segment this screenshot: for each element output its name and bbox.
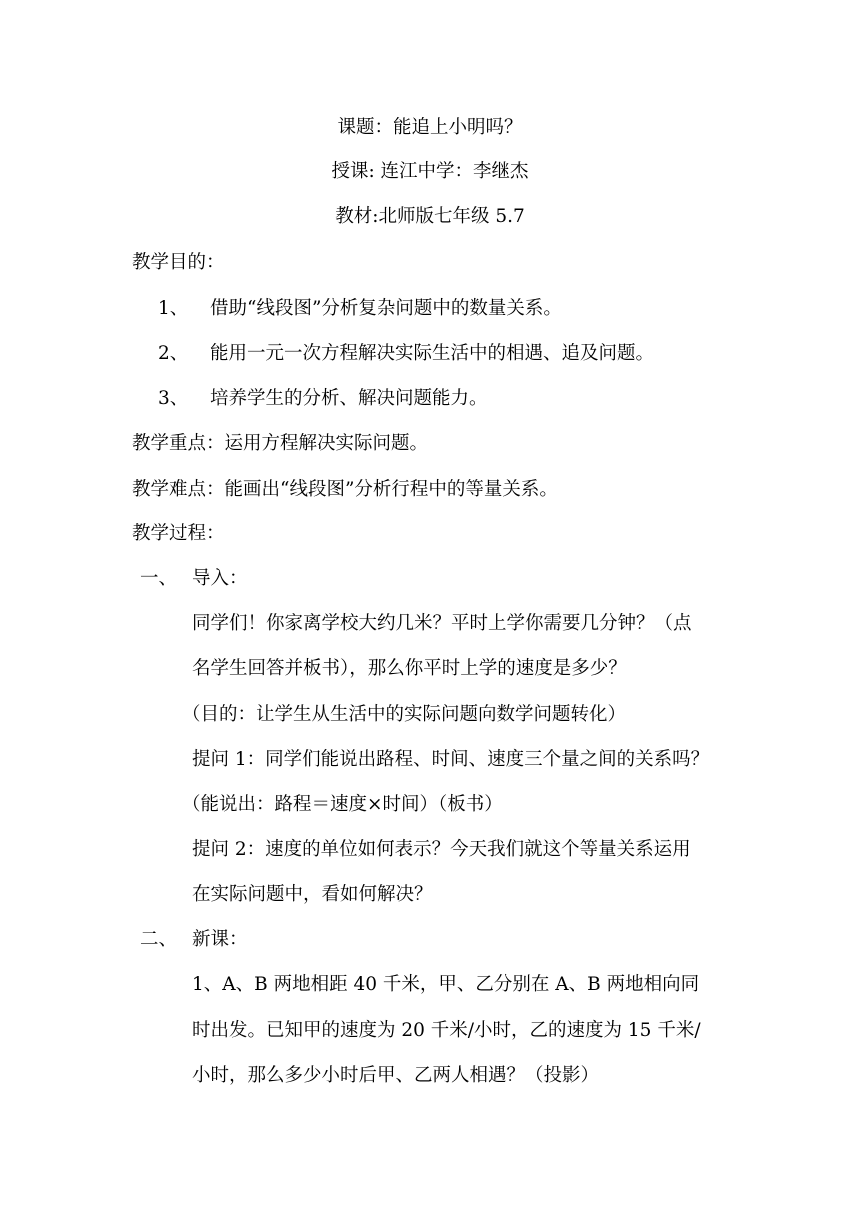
- section-heading: [140, 929, 248, 951]
- paragraph-line: 小时，那么多少小时后甲、乙两人相遇？（投影）: [192, 1065, 600, 1086]
- objective-item: [158, 343, 654, 365]
- key-point: 教学重点：运用方程解决实际问题。: [132, 433, 429, 454]
- objective-text: 借助“线段图”分析复杂问题中的数量关系。: [210, 298, 562, 319]
- paragraph-line: 在实际问题中，看如何解决？: [192, 884, 433, 905]
- section-number: 一、: [140, 568, 178, 589]
- objective-item: [158, 388, 488, 410]
- objective-number: 1、: [158, 298, 189, 319]
- teacher-line: 授课: 连江中学：李继杰: [331, 161, 529, 182]
- objective-text: 培养学生的分析、解决问题能力。: [210, 388, 488, 409]
- paragraph-line: 提问 1：同学们能说出路程、时间、速度三个量之间的关系吗？: [192, 749, 710, 770]
- difficult-point: 教学难点：能画出“线段图”分析行程中的等量关系。: [132, 479, 558, 500]
- textbook-line: 教材:北师版七年级 5.7: [335, 206, 525, 227]
- section-number: 二、: [140, 929, 178, 950]
- paragraph-line: （能说出：路程＝速度×时间）（板书）: [182, 794, 503, 815]
- lesson-title: 课题：能追上小明吗？: [337, 117, 523, 138]
- paragraph-line: 同学们！你家离学校大约几米？平时上学你需要几分钟？（点: [192, 613, 692, 634]
- objective-text: 能用一元一次方程解决实际生活中的相遇、追及问题。: [210, 343, 655, 364]
- process-heading: 教学过程：: [132, 523, 225, 544]
- paragraph-line: 提问 2：速度的单位如何表示？今天我们就这个等量关系运用: [192, 839, 691, 860]
- objective-number: 2、: [158, 343, 189, 364]
- section-title: 新课：: [192, 929, 248, 950]
- paragraph-line: （目的：让学生从生活中的实际问题向数学问题转化）: [182, 704, 627, 725]
- objective-item: [158, 298, 562, 320]
- section-title: 导入：: [192, 568, 248, 589]
- objectives-heading: 教学目的：: [132, 252, 225, 273]
- paragraph-line: 时出发。已知甲的速度为 20 千米/小时，乙的速度为 15 千米/: [192, 1020, 701, 1041]
- paragraph-line: 名学生回答并板书），那么你平时上学的速度是多少？: [192, 658, 627, 679]
- paragraph-line: 1、A、B 两地相距 40 千米，甲、乙分别在 A、B 两地相向同: [192, 974, 700, 995]
- section-heading: [140, 568, 248, 590]
- objective-number: 3、: [158, 388, 189, 409]
